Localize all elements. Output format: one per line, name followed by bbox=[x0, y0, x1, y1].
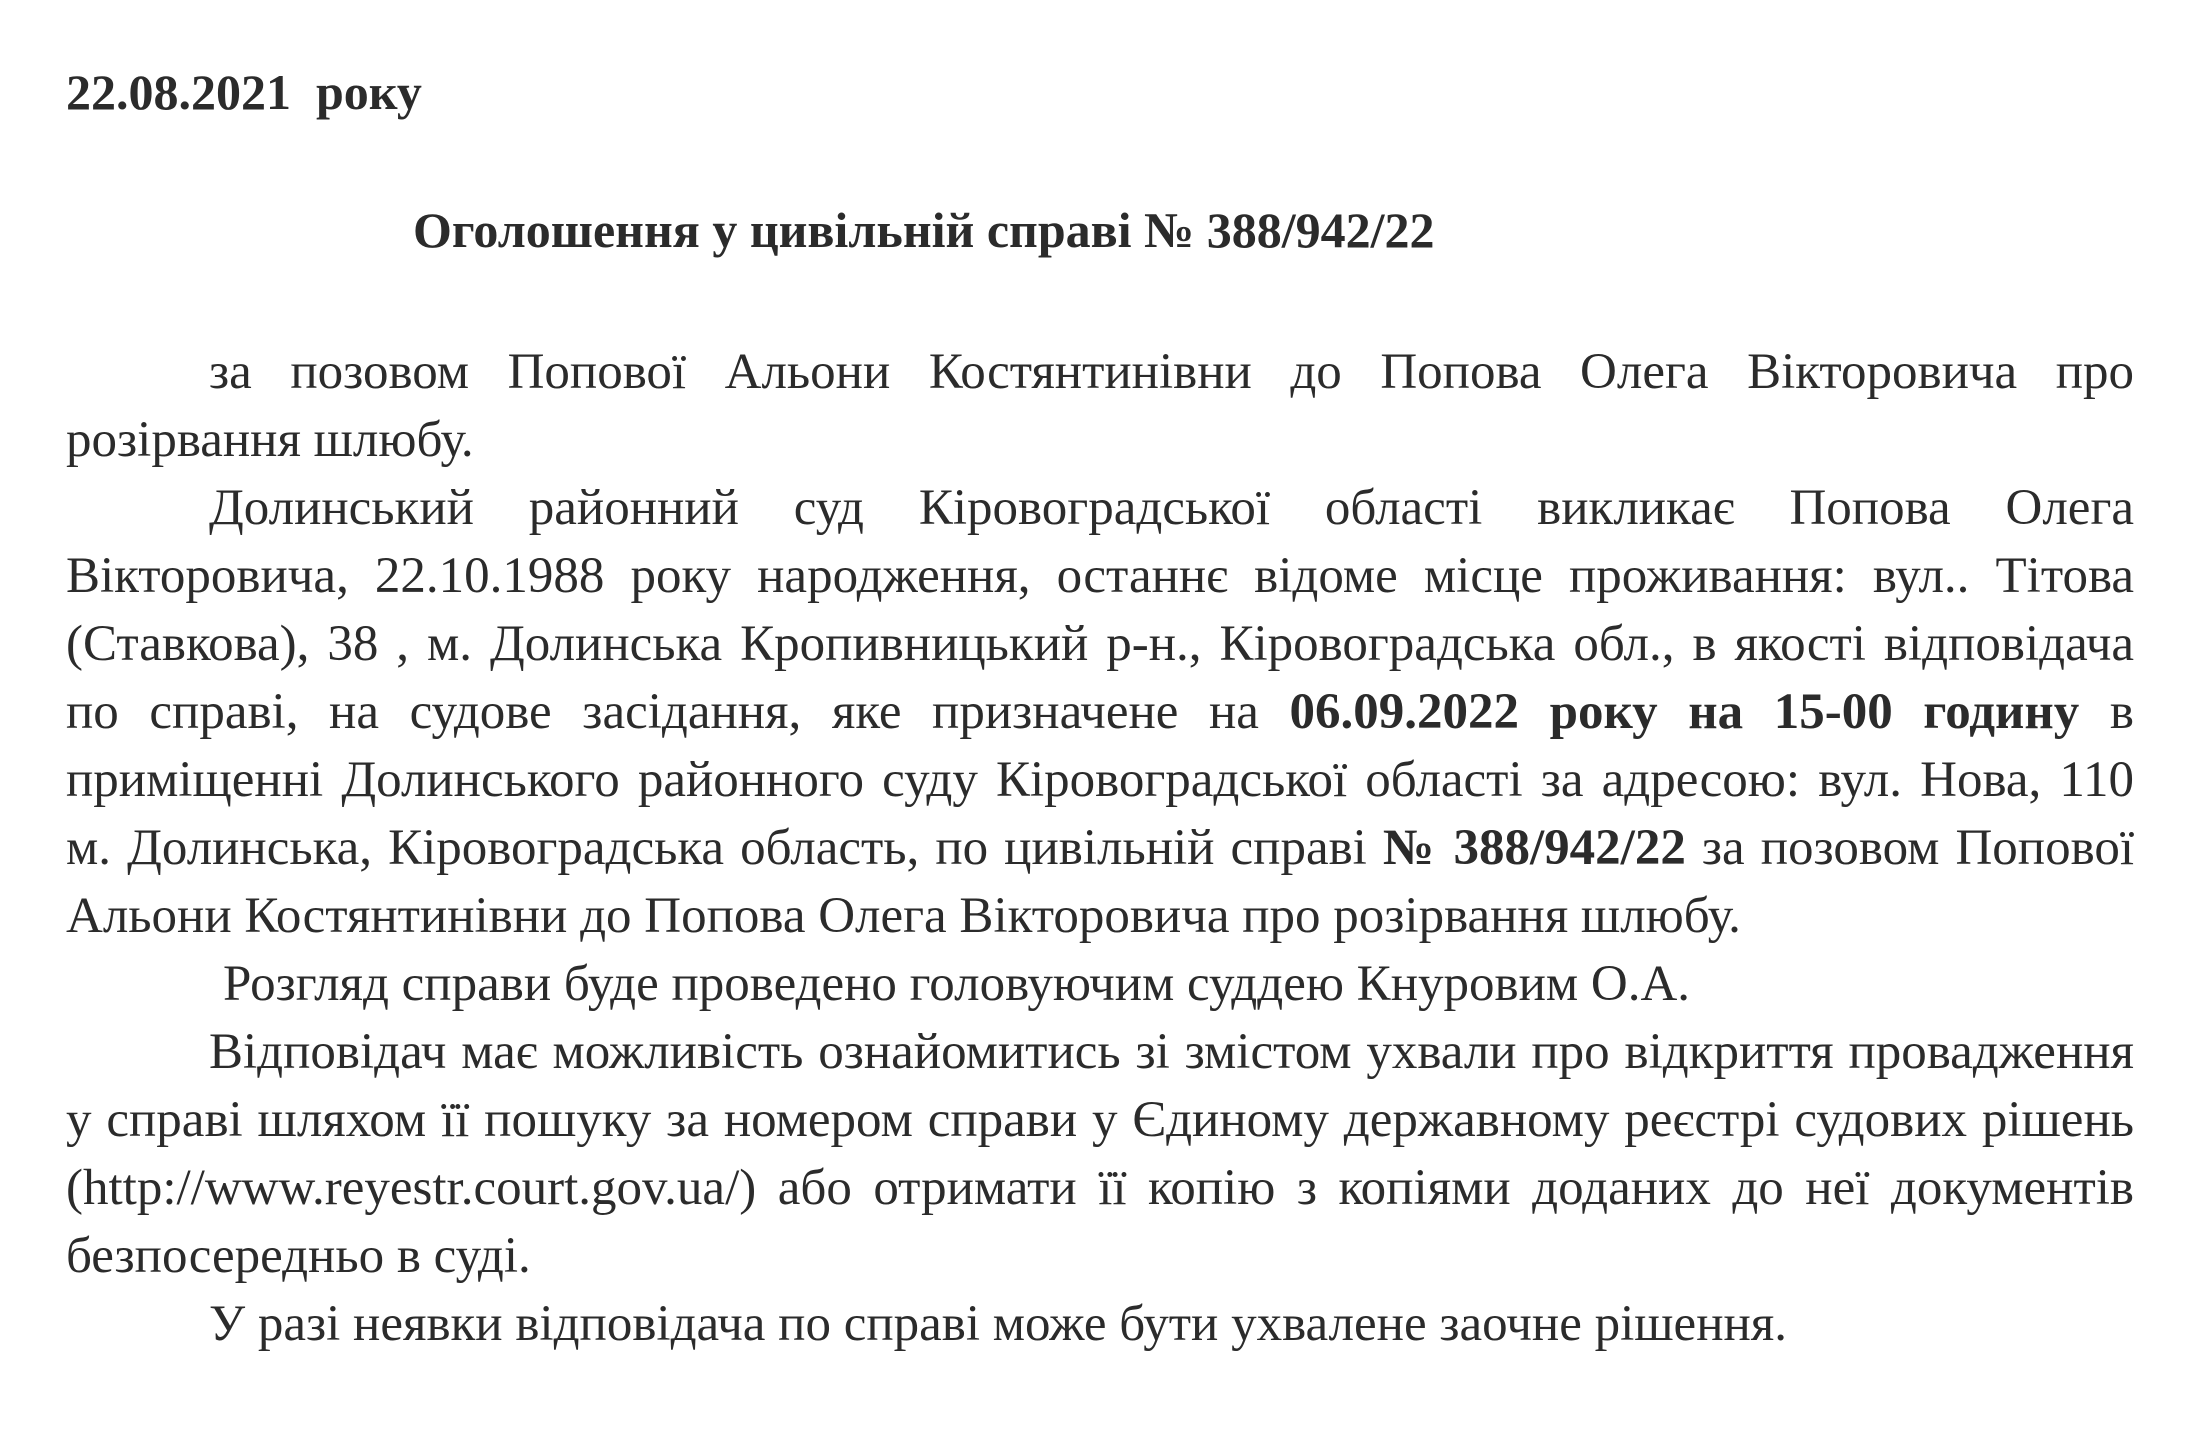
summons-text-part1: Долинський районний суд Кіровоградської області викликає Попова Олега Вікторовича, 22.10.1988 року народження, останнє відоме місце проживання: вул.. Тітова (Ставкова), 38 , м. Долинська Кропивницький р-н., Кіровоградська обл., в якості відповідача по справі, на судове засідання, яке призначене на bbox=[66, 480, 2134, 740]
summons-text-part2: в приміщенні Долинського районного суду Кіровоградської області за адресою: вул. Нова, 110 м. Долинська, Кіровоградська область, по цивільній справі bbox=[66, 684, 2134, 876]
paragraph-summons bbox=[66, 474, 2134, 950]
document-date: 22.08.2021 року bbox=[66, 64, 422, 120]
registry-text: Відповідач має можливість ознайомитись зі змістом ухвали про відкриття провадження у справі шляхом її пошуку за номером справи у Єдиному державному реєстрі судових рішень (http://www.reyestr.court.gov.ua/) або отримати її копію з копіями доданих до неї документів безпосередньо в суді. bbox=[66, 1024, 2134, 1284]
document-title: Оголошення у цивільній справі № 388/942/22 bbox=[413, 202, 1435, 258]
case-number: № 388/942/22 bbox=[1382, 820, 1686, 876]
judge-text: Розгляд справи буде проведено головуючим суддею Кнуровим О.А. bbox=[223, 956, 1691, 1012]
paragraph-claim bbox=[66, 338, 2134, 474]
hearing-datetime: 06.09.2022 року на 15-00 годину bbox=[1289, 684, 2080, 740]
default-judgment-text: У разі неявки відповідача по справі може бути ухвалене заочне рішення. bbox=[209, 1296, 1787, 1352]
paragraph-judge bbox=[66, 950, 2134, 1018]
summons-text-part3: за позовом Попової Альони Костянтинівни до Попова Олега Вікторовича про розірвання шлюбу. bbox=[66, 820, 2135, 944]
claim-text: за позовом Попової Альони Костянтинівни до Попова Олега Вікторовича про розірвання шлюбу. bbox=[66, 344, 2134, 468]
paragraph-registry bbox=[66, 1018, 2134, 1290]
document-body bbox=[66, 338, 2134, 1358]
paragraph-default-judgment bbox=[66, 1290, 2134, 1358]
